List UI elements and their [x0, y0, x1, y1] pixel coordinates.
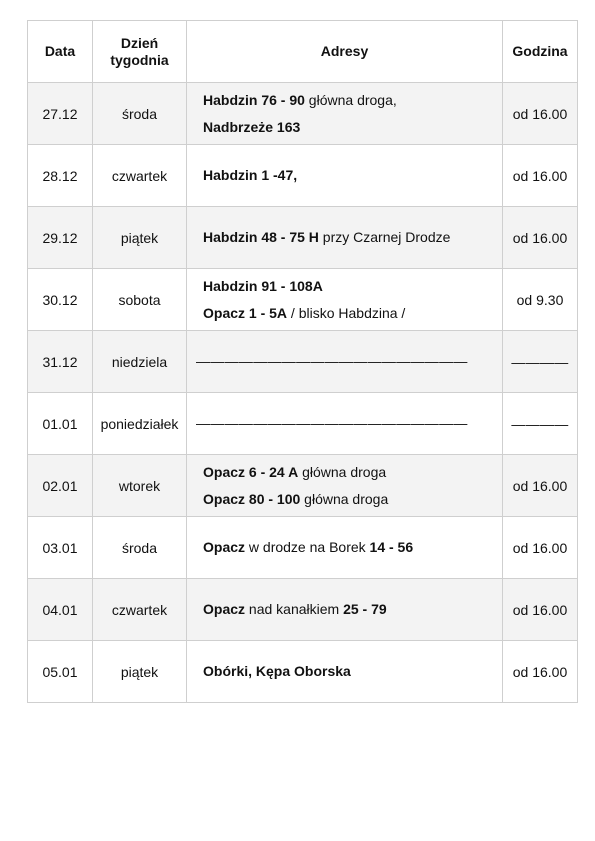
address-note: główna droga: [298, 463, 387, 480]
cell-hour: [503, 331, 578, 393]
address-range: Nadbrzeże 163: [203, 118, 301, 135]
header-weekday-line1: Dzień: [120, 34, 159, 51]
empty-dashes: ————: [511, 415, 569, 432]
address-line: [203, 91, 502, 110]
cell-weekday: piątek: [93, 207, 187, 269]
address-line: [203, 490, 502, 509]
cell-weekday: niedziela: [93, 331, 187, 393]
address-range: Obórki, Kępa Oborska: [203, 663, 351, 679]
cell-hour: od 16.00: [503, 455, 578, 517]
table-row: [28, 393, 578, 455]
address-line: [203, 166, 502, 185]
cell-hour: od 16.00: [503, 641, 578, 703]
table-row: [28, 517, 578, 579]
address-line: [203, 538, 502, 557]
address-range: Opacz 1 - 5A: [203, 304, 288, 321]
cell-addresses: [187, 517, 503, 579]
cell-date: 30.12: [28, 269, 93, 331]
cell-hour: od 16.00: [503, 83, 578, 145]
table-row: [28, 331, 578, 393]
address-range: 25 - 79: [343, 601, 387, 617]
header-hour: Godzina: [503, 21, 578, 83]
address-range: Opacz 6 - 24 A: [203, 463, 299, 480]
table-row: [28, 269, 578, 331]
cell-addresses: [187, 145, 503, 207]
cell-weekday: środa: [93, 83, 187, 145]
address-line: [203, 228, 502, 247]
cell-addresses: [187, 269, 503, 331]
table-row: [28, 83, 578, 145]
cell-weekday: czwartek: [93, 145, 187, 207]
empty-dashes: ————: [511, 353, 569, 370]
cell-weekday: środa: [93, 517, 187, 579]
cell-hour: od 16.00: [503, 517, 578, 579]
address-line: [203, 118, 502, 137]
address-range: Habdzin 76 - 90: [203, 91, 305, 108]
cell-hour: od 16.00: [503, 579, 578, 641]
cell-addresses: [187, 83, 503, 145]
address-range: Habdzin 1 -47,: [203, 167, 298, 183]
cell-hour: od 9.30: [503, 269, 578, 331]
address-range: Opacz: [203, 539, 246, 555]
address-range: Habdzin 48 - 75 H: [203, 229, 319, 245]
address-note: główna droga: [300, 490, 389, 507]
address-range: Opacz: [203, 601, 246, 617]
cell-date: 28.12: [28, 145, 93, 207]
cell-addresses: [187, 393, 503, 455]
address-line: [203, 662, 502, 681]
table-row: [28, 455, 578, 517]
header-row: [28, 21, 578, 83]
address-range: 14 - 56: [369, 539, 414, 555]
cell-date: 04.01: [28, 579, 93, 641]
cell-weekday: sobota: [93, 269, 187, 331]
cell-date: 03.01: [28, 517, 93, 579]
address-range: Habdzin 91 - 108A: [203, 277, 323, 294]
cell-date: 05.01: [28, 641, 93, 703]
address-note: nad kanałkiem: [245, 601, 344, 617]
address-note: główna droga,: [304, 91, 397, 108]
cell-hour: od 16.00: [503, 145, 578, 207]
cell-weekday: czwartek: [93, 579, 187, 641]
address-line: [203, 277, 502, 296]
header-weekday: [93, 21, 187, 83]
cell-addresses: [187, 455, 503, 517]
address-line: [203, 463, 502, 482]
header-addresses: Adresy: [187, 21, 503, 83]
cell-hour: [503, 393, 578, 455]
cell-addresses: [187, 641, 503, 703]
address-range: Opacz 80 - 100: [203, 490, 301, 507]
address-line: [203, 600, 502, 619]
header-date: Data: [28, 21, 93, 83]
cell-hour: od 16.00: [503, 207, 578, 269]
cell-date: 01.01: [28, 393, 93, 455]
table-row: [28, 207, 578, 269]
cell-date: 27.12: [28, 83, 93, 145]
address-note: przy Czarnej Drodze: [318, 229, 451, 245]
cell-date: 31.12: [28, 331, 93, 393]
header-weekday-line2: tygodnia: [110, 51, 169, 68]
address-note: w drodze na Borek: [245, 539, 370, 555]
cell-date: 29.12: [28, 207, 93, 269]
schedule-table: [27, 20, 578, 703]
cell-weekday: piątek: [93, 641, 187, 703]
cell-addresses: [187, 579, 503, 641]
cell-addresses: [187, 207, 503, 269]
empty-dashes: ———————————————————: [196, 353, 468, 369]
cell-addresses: [187, 331, 503, 393]
cell-weekday: wtorek: [93, 455, 187, 517]
table-row: [28, 641, 578, 703]
table-row: [28, 579, 578, 641]
cell-date: 02.01: [28, 455, 93, 517]
address-line: [203, 304, 502, 323]
empty-dashes: ———————————————————: [196, 415, 468, 431]
table-row: [28, 145, 578, 207]
address-note: / blisko Habdzina /: [287, 304, 406, 321]
cell-weekday: poniedziałek: [93, 393, 187, 455]
